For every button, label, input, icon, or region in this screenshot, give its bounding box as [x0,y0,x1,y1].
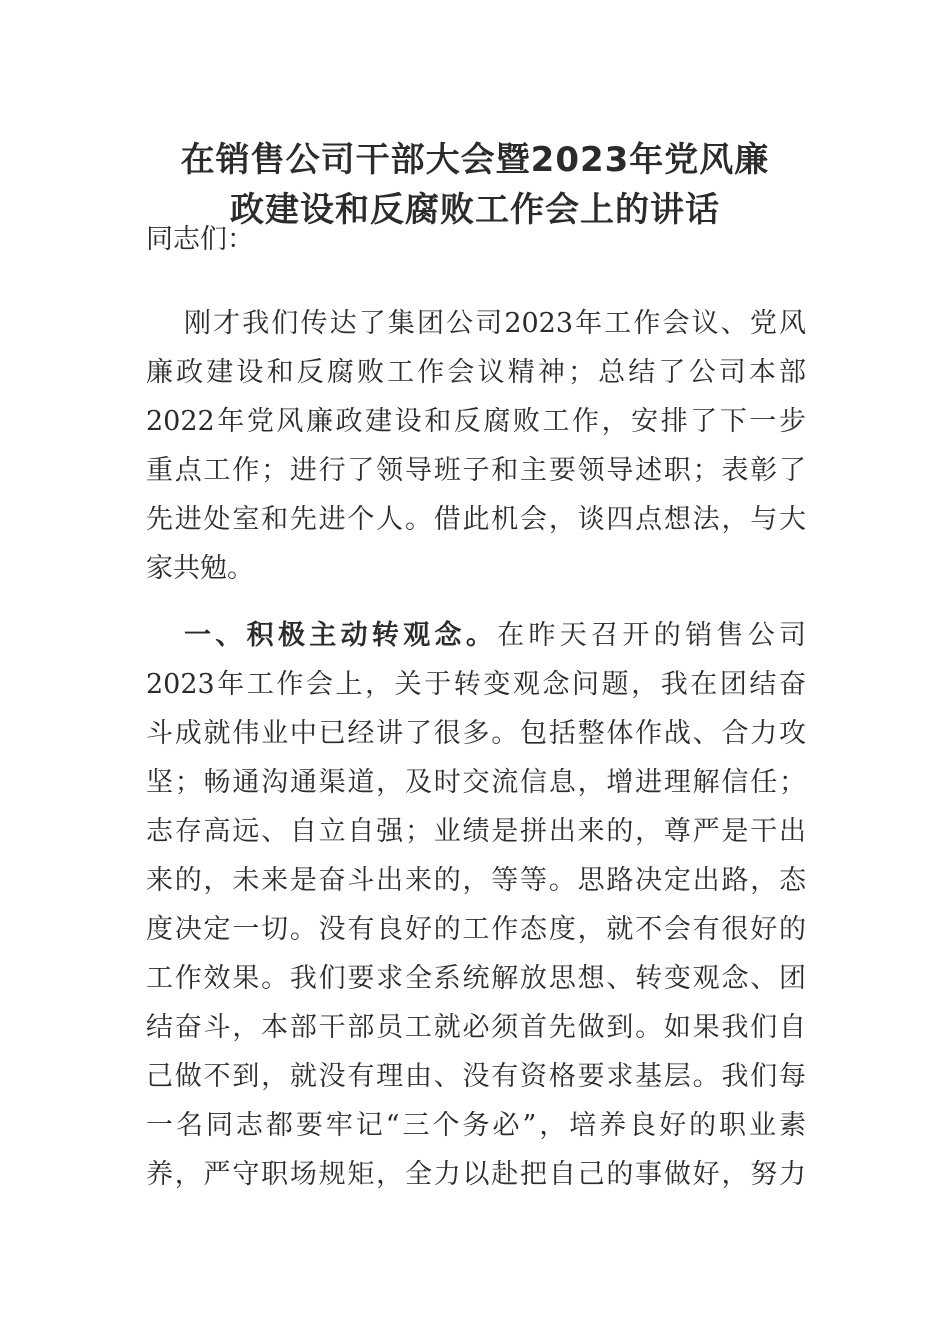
section-1-line-9: 结奋斗，本部干部员工就必须首先做到。如果我们自 [146,1012,806,1043]
salutation: 同志们： [146,224,254,255]
section-1-line-2: 2023年工作会上，关于转变观念问题，我在团结奋 [146,669,806,700]
section-1-line-7: 度决定一切。没有良好的工作态度，就不会有很好的 [146,914,806,945]
section-1-line-11: 一名同志都要牢记“三个务必”，培养良好的职业素 [146,1110,806,1141]
paragraph-1-line-5: 先进处室和先进个人。借此机会，谈四点想法，与大 [146,504,806,535]
section-1-heading: 一、积极主动转观念。 [184,620,498,651]
document-title-line-1: 在销售公司干部大会暨2023年党风廉 [180,140,770,180]
paragraph-1-line-3: 2022年党风廉政建设和反腐败工作，安排了下一步 [146,406,806,437]
section-1-line-5: 志存高远、自立自强；业绩是拼出来的，尊严是干出 [146,816,806,847]
paragraph-1-line-6: 家共勉。 [146,553,254,584]
paragraph-1-line-4: 重点工作；进行了领导班子和主要领导述职；表彰了 [146,455,806,486]
section-1-line-3: 斗成就伟业中已经讲了很多。包括整体作战、合力攻 [146,718,806,749]
section-1-first-line-text: 在昨天召开的销售公司 [497,620,807,651]
section-1-line-10: 己做不到，就没有理由、没有资格要求基层。我们每 [146,1061,806,1092]
section-1-line-1 [146,618,806,654]
paragraph-1-line-2: 廉政建设和反腐败工作会议精神；总结了公司本部 [146,357,806,388]
section-1-line-4: 坚；畅通沟通渠道，及时交流信息，增进理解信任； [146,767,806,798]
section-1-line-12: 养，严守职场规矩，全力以赴把自己的事做好，努力 [146,1159,806,1190]
paragraph-1-line-1: 刚才我们传达了集团公司2023年工作会议、党风 [184,308,806,339]
section-1-line-8: 工作效果。我们要求全系统解放思想、转变观念、团 [146,963,806,994]
document-title-line-2: 政建设和反腐败工作会上的讲话 [230,190,720,230]
section-1-line-6: 来的，未来是奋斗出来的，等等。思路决定出路，态 [146,865,806,896]
